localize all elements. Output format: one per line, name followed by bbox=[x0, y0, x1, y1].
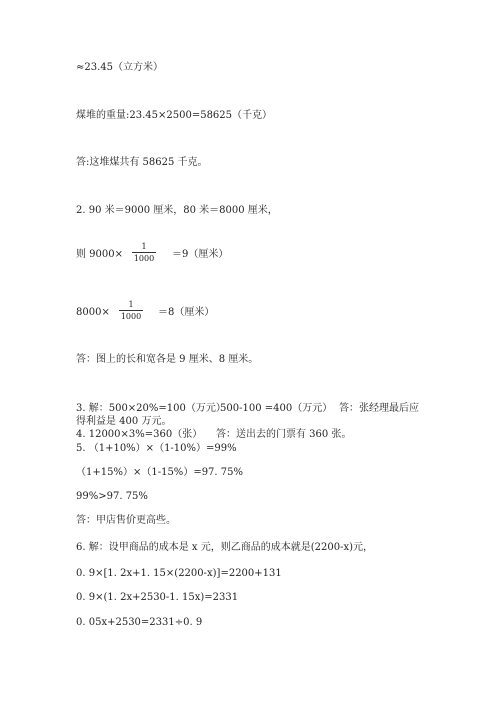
problem-3-step-2: 500-100 =400（万元） bbox=[220, 403, 333, 414]
fraction-denominator: 1000 bbox=[120, 312, 142, 321]
problem-5-answer: 答：甲店售价更高些。 bbox=[76, 515, 176, 526]
problem-3-answer-start: 答：张经理最后应 bbox=[339, 403, 419, 414]
volume-result: ≈23.45（立方米） bbox=[76, 62, 164, 73]
problem-3-answer-end: 得利益是 400 万元。 bbox=[76, 416, 172, 427]
scale-fraction-2 bbox=[119, 300, 143, 321]
fraction-denominator: 1000 bbox=[133, 254, 155, 263]
problem-2-width-result: ＝8（厘米） bbox=[158, 307, 215, 318]
coal-weight-calc: 煤堆的重量:23.45×2500=58625（千克） bbox=[76, 110, 273, 121]
problem-6-equation-3: 0. 05x+2530=2331÷0. 9 bbox=[76, 617, 203, 628]
coal-weight-answer: 答:这堆煤共有 58625 千克。 bbox=[76, 157, 208, 168]
scale-fraction-1 bbox=[132, 242, 156, 263]
problem-5-calc-a: 5. （1+10%）×（1-10%）=99% bbox=[76, 443, 237, 454]
problem-6-equation-2: 0. 9×(1. 2x+2530-1. 15x)=2331 bbox=[76, 592, 239, 603]
problem-2-width-prefix: 8000× bbox=[76, 307, 110, 318]
fraction-numerator: 1 bbox=[119, 300, 143, 311]
fraction-numerator: 1 bbox=[132, 242, 156, 253]
problem-3-step-1: 3. 解：500×20%=100（万元） bbox=[76, 403, 226, 414]
problem-2-length-prefix: 则 9000× bbox=[76, 249, 124, 260]
problem-4-answer: 答：送出去的门票有 360 张。 bbox=[216, 429, 352, 440]
problem-2-length-result: ＝9（厘米） bbox=[172, 249, 229, 260]
problem-4-calc: 4. 12000×3%=360（张） bbox=[76, 429, 203, 440]
problem-6-setup: 6. 解：设甲商品的成本是 x 元，则乙商品的成本就是(2200-x)元， bbox=[76, 542, 373, 553]
problem-5-compare: 99%>97. 75% bbox=[76, 491, 148, 502]
problem-2-answer: 答：图上的长和宽各是 9 厘米、8 厘米。 bbox=[76, 354, 259, 365]
problem-6-equation-1: 0. 9×[1. 2x+1. 15×(2200-x)]=2200+131 bbox=[76, 568, 282, 579]
problem-2-conversion: 2. 90 米＝9000 厘米，80 米＝8000 厘米， bbox=[76, 205, 278, 216]
problem-5-calc-b: （1+15%）×（1-15%）=97. 75% bbox=[76, 467, 244, 478]
